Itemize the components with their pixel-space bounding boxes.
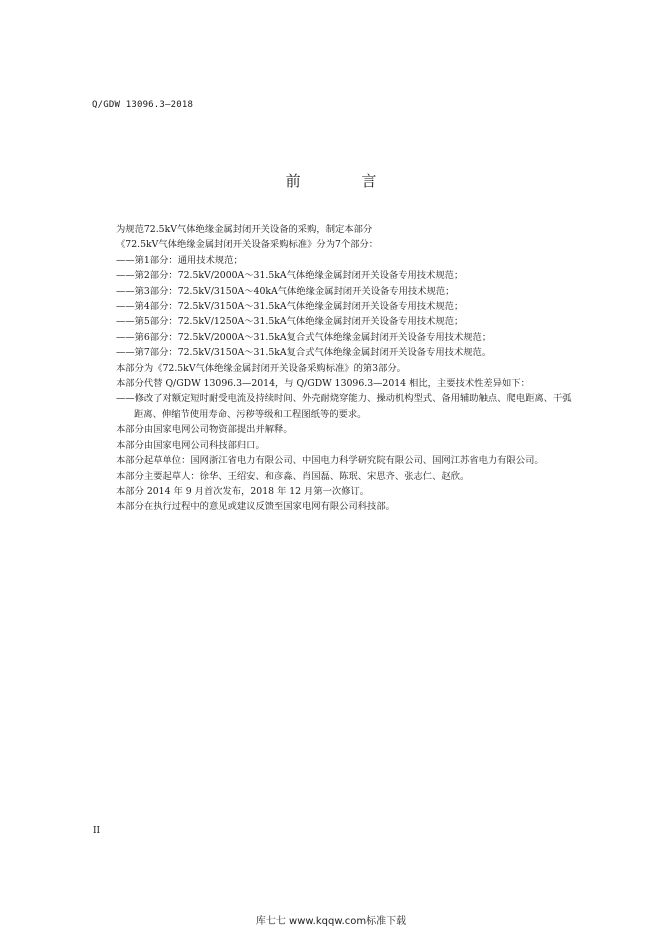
footer-watermark: 库七七 www.kqqw.com标准下载 bbox=[255, 916, 407, 927]
page-title: 前 言 bbox=[285, 172, 405, 190]
foreword-body bbox=[96, 222, 572, 515]
paragraph-this-part: 本部分为《72.5kV气体绝缘金属封闭开关设备采购标准》的第3部分。 bbox=[116, 362, 406, 374]
list-item-part-4: ——第4部分：72.5kV/3150A～31.5kA气体绝缘金属封闭开关设备专用技术规范； bbox=[116, 301, 464, 313]
list-item-part-2: ——第2部分：72.5kV/2000A～31.5kA气体绝缘金属封闭开关设备专用技术规范； bbox=[116, 270, 464, 282]
paragraph-feedback: 本部分在执行过程中的意见或建议反馈至国家电网有限公司科技部。 bbox=[116, 501, 395, 513]
standard-code: Q/GDW 13096.3—2018 bbox=[92, 100, 194, 110]
paragraph-drafting-units: 本部分起草单位：国网浙江省电力有限公司、中国电力科学研究院有限公司、国网江苏省电力有限公司。 bbox=[116, 455, 544, 467]
paragraph-replaces: 本部分代替 Q/GDW 13096.3—2014，与 Q/GDW 13096.3—2014 相比，主要技术性差异如下： bbox=[116, 378, 530, 390]
page-number: II bbox=[93, 826, 101, 836]
paragraph-centralized: 本部分由国家电网公司科技部归口。 bbox=[116, 439, 265, 451]
list-item-changes: ——修改了对额定短时耐受电流及持续时间、外壳耐烧穿能力、操动机构型式、备用辅助触点、爬电距离、干弧距离、伸缩节使用寿命、污秽等级和工程图纸等的要求。 bbox=[116, 393, 572, 420]
list-item-part-3: ——第3部分：72.5kV/3150A～40kA气体绝缘金属封闭开关设备专用技术规范； bbox=[116, 285, 455, 297]
paragraph-history: 本部分 2014 年 9 月首次发布，2018 年 12 月第一次修订。 bbox=[116, 485, 370, 497]
paragraph-proposer: 本部分由国家电网公司物资部提出并解释。 bbox=[116, 424, 293, 436]
paragraph-structure: 《72.5kV气体绝缘金属封闭开关设备采购标准》分为7个部分： bbox=[116, 239, 379, 251]
paragraph-purpose: 为规范72.5kV气体绝缘金属封闭开关设备的采购，制定本部分 bbox=[116, 224, 373, 235]
list-item-part-6: ——第6部分：72.5kV/2000A～31.5kA复合式气体绝缘金属封闭开关设备专用技术规范； bbox=[116, 331, 492, 343]
list-item-part-5: ——第5部分：72.5kV/1250A～31.5kA气体绝缘金属封闭开关设备专用技术规范； bbox=[116, 316, 464, 328]
paragraph-drafters: 本部分主要起草人：徐华、王绍安、和彦淼、肖国磊、陈珉、宋思齐、张志仁、赵欣。 bbox=[116, 470, 470, 482]
list-item-part-7: ——第7部分：72.5kV/3150A～31.5kA复合式气体绝缘金属封闭开关设备专用技术规范。 bbox=[116, 347, 492, 359]
list-item-part-1: ——第1部分：通用技术规范； bbox=[116, 254, 243, 266]
